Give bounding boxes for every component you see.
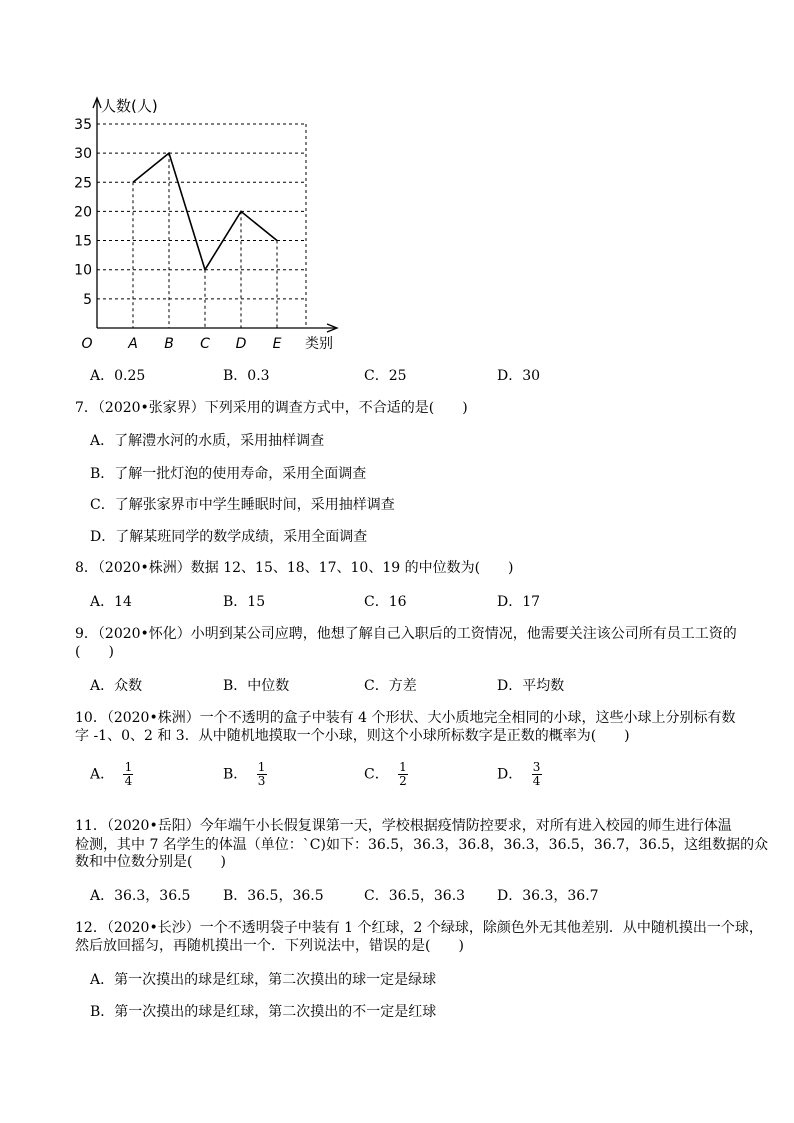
q7-option-c[interactable]: C．了解张家界市中学生睡眠时间，采用抽样调查 — [90, 497, 395, 513]
q12-stem-line2: 然后放回摇匀，再随机摸出一个．下列说法中，错误的是( ) — [75, 938, 464, 954]
q6-option-a[interactable]: A．0.25 — [90, 368, 146, 384]
q7-option-b[interactable]: B．了解一批灯泡的使用寿命，采用全面调查 — [90, 466, 367, 482]
q6-option-c[interactable]: C．25 — [364, 368, 407, 384]
line-chart — [74, 95, 360, 360]
q8-option-c[interactable]: C．16 — [364, 594, 407, 610]
q7-option-d[interactable]: D．了解某班同学的数学成绩，采用全面调查 — [90, 529, 368, 545]
q10-option-c[interactable] — [364, 761, 409, 788]
y-axis-title: 人数(人) — [101, 97, 158, 115]
fraction-numerator: 3 — [532, 760, 541, 774]
q8-option-a[interactable]: A．14 — [90, 594, 132, 610]
q8-option-b[interactable]: B．15 — [223, 594, 266, 610]
q11-option-a[interactable]: A．36.3，36.5 — [90, 888, 191, 904]
q8-stem: 8．（2020•株洲）数据 12、15、18、17、10、19 的中位数为( ) — [75, 560, 514, 576]
x-tick-label: C — [200, 336, 210, 352]
q7-option-a[interactable]: A．了解澧水河的水质，采用抽样调查 — [90, 433, 325, 449]
q10-option-d[interactable] — [497, 761, 542, 788]
q10-stem-line1: 10．（2020•株洲）一个不透明的盒子中装有 4 个形状、大小质地完全相同的小球，这些小球上分别标有数 — [75, 710, 736, 726]
x-tick-label: D — [235, 336, 247, 352]
q11-option-c[interactable]: C．36.5，36.3 — [364, 888, 466, 904]
q10-option-d-fraction — [531, 761, 543, 788]
q12-option-a[interactable]: A．第一次摸出的球是红球，第二次摸出的球一定是绿球 — [90, 972, 437, 988]
q6-option-d[interactable]: D．30 — [497, 368, 541, 384]
x-tick-label: B — [164, 336, 174, 352]
q9-stem-line2: ( ) — [75, 644, 114, 660]
x-tick-label: E — [272, 336, 282, 352]
q11-stem-line2: 检测，其中 7 名学生的体温（单位：`C)如下：36.5，36.3，36.8，36.3，36.5，36.7，36.5，这组数据的众 — [75, 837, 769, 853]
y-tick-label: 15 — [74, 233, 92, 250]
q10-stem-line2: 字 -1、0、2 和 3．从中随机地摸取一个小球，则这个小球所标数字是正数的概率为( ) — [75, 728, 630, 744]
fraction-numerator: 1 — [257, 760, 266, 774]
fraction-numerator: 1 — [399, 760, 407, 774]
q9-option-a[interactable]: A．众数 — [90, 678, 143, 694]
q10-option-a-prefix: A． — [90, 766, 115, 783]
y-tick-label: 20 — [74, 204, 92, 221]
q10-option-a-fraction — [123, 761, 135, 788]
q10-option-c-prefix: C． — [364, 766, 389, 783]
q9-option-d[interactable]: D．平均数 — [497, 678, 565, 694]
fraction-denominator: 3 — [257, 774, 266, 788]
q12-stem-line1: 12．（2020•长沙）一个不透明袋子中装有 1 个红球，2 个绿球，除颜色外无其他差别．从中随机摸出一个球， — [75, 920, 763, 936]
fraction-numerator: 1 — [124, 760, 133, 774]
y-tick-label: 25 — [74, 175, 92, 192]
q11-option-b[interactable]: B．36.5，36.5 — [223, 888, 324, 904]
y-tick-label: 30 — [74, 146, 92, 163]
fraction-denominator: 4 — [124, 774, 133, 788]
y-tick-label: 10 — [74, 262, 92, 279]
q8-option-d[interactable]: D．17 — [497, 594, 541, 610]
q6-option-b[interactable]: B．0.3 — [223, 368, 270, 384]
q10-option-b[interactable] — [223, 761, 267, 788]
q9-stem-line1: 9．（2020•怀化）小明到某公司应聘，他想了解自己入职后的工资情况，他需要关注该公司所有员工工资的 — [75, 626, 737, 642]
q11-stem-line3: 数和中位数分别是( ) — [75, 854, 226, 870]
q11-option-d[interactable]: D．36.3，36.7 — [497, 888, 599, 904]
y-tick-label: 35 — [74, 116, 92, 133]
y-tick-label: 5 — [83, 291, 92, 308]
q10-option-a[interactable] — [90, 761, 134, 788]
fraction-denominator: 2 — [399, 774, 407, 788]
origin-label: O — [81, 336, 93, 352]
x-axis-title: 类别 — [305, 336, 333, 352]
q10-option-c-fraction — [397, 761, 409, 788]
q9-option-b[interactable]: B．中位数 — [223, 678, 290, 694]
q11-stem-line1: 11．（2020•岳阳）今年端午小长假复课第一天，学校根据疫情防控要求，对所有进入校园的师生进行体温 — [75, 818, 732, 834]
fraction-denominator: 4 — [532, 774, 541, 788]
q9-option-c[interactable]: C．方差 — [364, 678, 417, 694]
q10-option-b-prefix: B． — [223, 766, 248, 783]
q10-option-b-fraction — [256, 761, 268, 788]
q12-option-b[interactable]: B．第一次摸出的球是红球，第二次摸出的不一定是红球 — [90, 1004, 437, 1020]
q7-stem: 7．（2020•张家界）下列采用的调查方式中，不合适的是( ) — [75, 400, 468, 416]
chart-svg — [74, 95, 360, 360]
x-tick-label: A — [128, 336, 138, 352]
q10-option-d-prefix: D． — [497, 766, 523, 783]
